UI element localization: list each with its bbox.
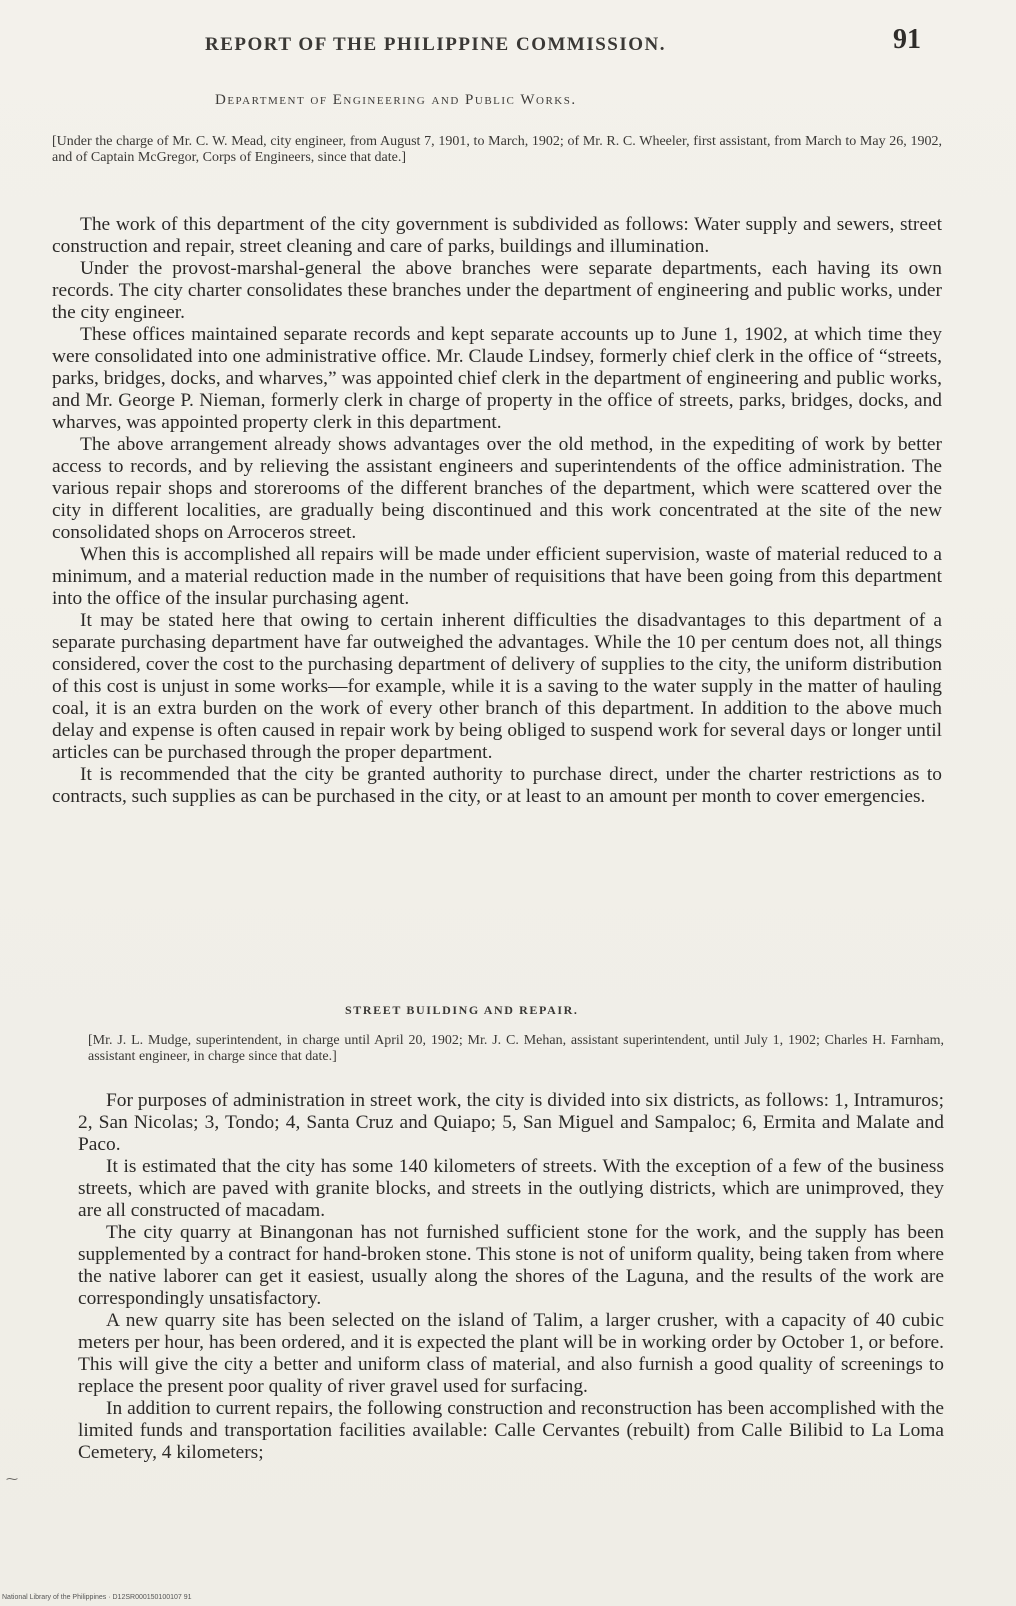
paragraph: These offices maintained separate records and kept separate accounts up to June 1, 1902, at which time they were consolidated into one administrative office. Mr. Claude Lindsey, formerly chief clerk in the office of “streets, parks, bridges, docks, and wharves,” was appointed chief clerk in the department of engineering and public works, and Mr. George P. Nieman, formerly clerk in charge of property in the office of streets, parks, bridges, docks, and wharves, was appointed property clerk in this department. [52, 324, 942, 433]
section-editorial-note: [Under the charge of Mr. C. W. Mead, city engineer, from August 7, 1901, to March, 1902; of Mr. R. C. Wheeler, first assistant, from March to May 26, 1902, and of Captain McGregor, Corps of Engineers, since that date.] [52, 134, 942, 165]
subsection-heading: STREET BUILDING AND REPAIR. [345, 1003, 579, 1017]
paragraph: The city quarry at Binangonan has not furnished sufficient stone for the work, and the supply has been supplemented by a contract for hand-broken stone. This stone is not of uniform quality, being taken from where the native laborer can get it easiest, usually along the shores of the Laguna, and the results of the work are correspondingly unsatisfactory. [78, 1222, 944, 1309]
subsection-body [78, 1090, 944, 1464]
paragraph: The above arrangement already shows advantages over the old method, in the expediting of work by better access to records, and by relieving the assistant engineers and superintendents of the office administration. The various repair shops and storerooms of the different branches of the department, which were scattered over the city in different localities, are gradually being discontinued and this work concentrated at the site of the new consolidated shops on Arroceros street. [52, 434, 942, 543]
paragraph: For purposes of administration in street work, the city is divided into six districts, as follows: 1, Intramuros; 2, San Nicolas; 3, Tondo; 4, Santa Cruz and Quiapo; 5, San Miguel and Sampaloc; 6, Ermita and Malate and Paco. [78, 1090, 944, 1155]
scan-source-footer: National Library of the Philippines · D12SR000150100107 91 [2, 1594, 192, 1601]
paragraph: It is estimated that the city has some 140 kilometers of streets. With the exception of a few of the business streets, which are paved with granite blocks, and streets in the outlying districts, which are unimproved, they are all constructed of macadam. [78, 1156, 944, 1221]
paragraph: It may be stated here that owing to certain inherent difficulties the disadvantages to this department of a separate purchasing department have far outweighed the advantages. While the 10 per centum does not, all things considered, cover the cost to the purchasing department of delivery of supplies to the city, the uniform distribution of this cost is unjust in some works—for example, while it is a saving to the water supply in the matter of hauling coal, it is an extra burden on the work of every other branch of this department. In addition to the above much delay and expense is often caused in repair work by being obliged to suspend work for several days or longer until articles can be purchased through the proper department. [52, 610, 942, 763]
paragraph: In addition to current repairs, the following construction and reconstruction has been accomplished with the limited funds and transportation facilities available: Calle Cervantes (rebuilt) from Calle Bilibid to La Loma Cemetery, 4 kilometers; [78, 1398, 944, 1463]
scan-speck-mark: ⁓ [6, 1472, 18, 1486]
subsection-editorial-note: [Mr. J. L. Mudge, superintendent, in charge until April 20, 1902; Mr. J. C. Mehan, assistant superintendent, until July 1, 1902; Charles H. Farnham, assistant engineer, in charge since that date.] [88, 1033, 944, 1064]
paragraph: It is recommended that the city be granted authority to purchase direct, under the charter restrictions as to contracts, such supplies as can be purchased in the city, or at least to an amount per month to cover emergencies. [52, 764, 942, 807]
paragraph: When this is accomplished all repairs will be made under efficient supervision, waste of material reduced to a minimum, and a material reduction made in the number of requisitions that have been going from this department into the office of the insular purchasing agent. [52, 544, 942, 609]
paragraph: A new quarry site has been selected on the island of Talim, a larger crusher, with a capacity of 40 cubic meters per hour, has been ordered, and it is expected the plant will be in working order by October 1, or before. This will give the city a better and uniform class of material, and also furnish a good quality of screenings to replace the present poor quality of river gravel used for surfacing. [78, 1310, 944, 1397]
page-number: 91 [893, 24, 921, 55]
paragraph: The work of this department of the city government is subdivided as follows: Water supply and sewers, street construction and repair, street cleaning and care of parks, buildings and illumination. [52, 214, 942, 257]
running-header: REPORT OF THE PHILIPPINE COMMISSION. [205, 34, 667, 55]
section-title: Department of Engineering and Public Works. [215, 92, 577, 108]
paragraph: Under the provost-marshal-general the above branches were separate departments, each having its own records. The city charter consolidates these branches under the department of engineering and public works, under the city engineer. [52, 258, 942, 323]
section-body [52, 214, 942, 808]
